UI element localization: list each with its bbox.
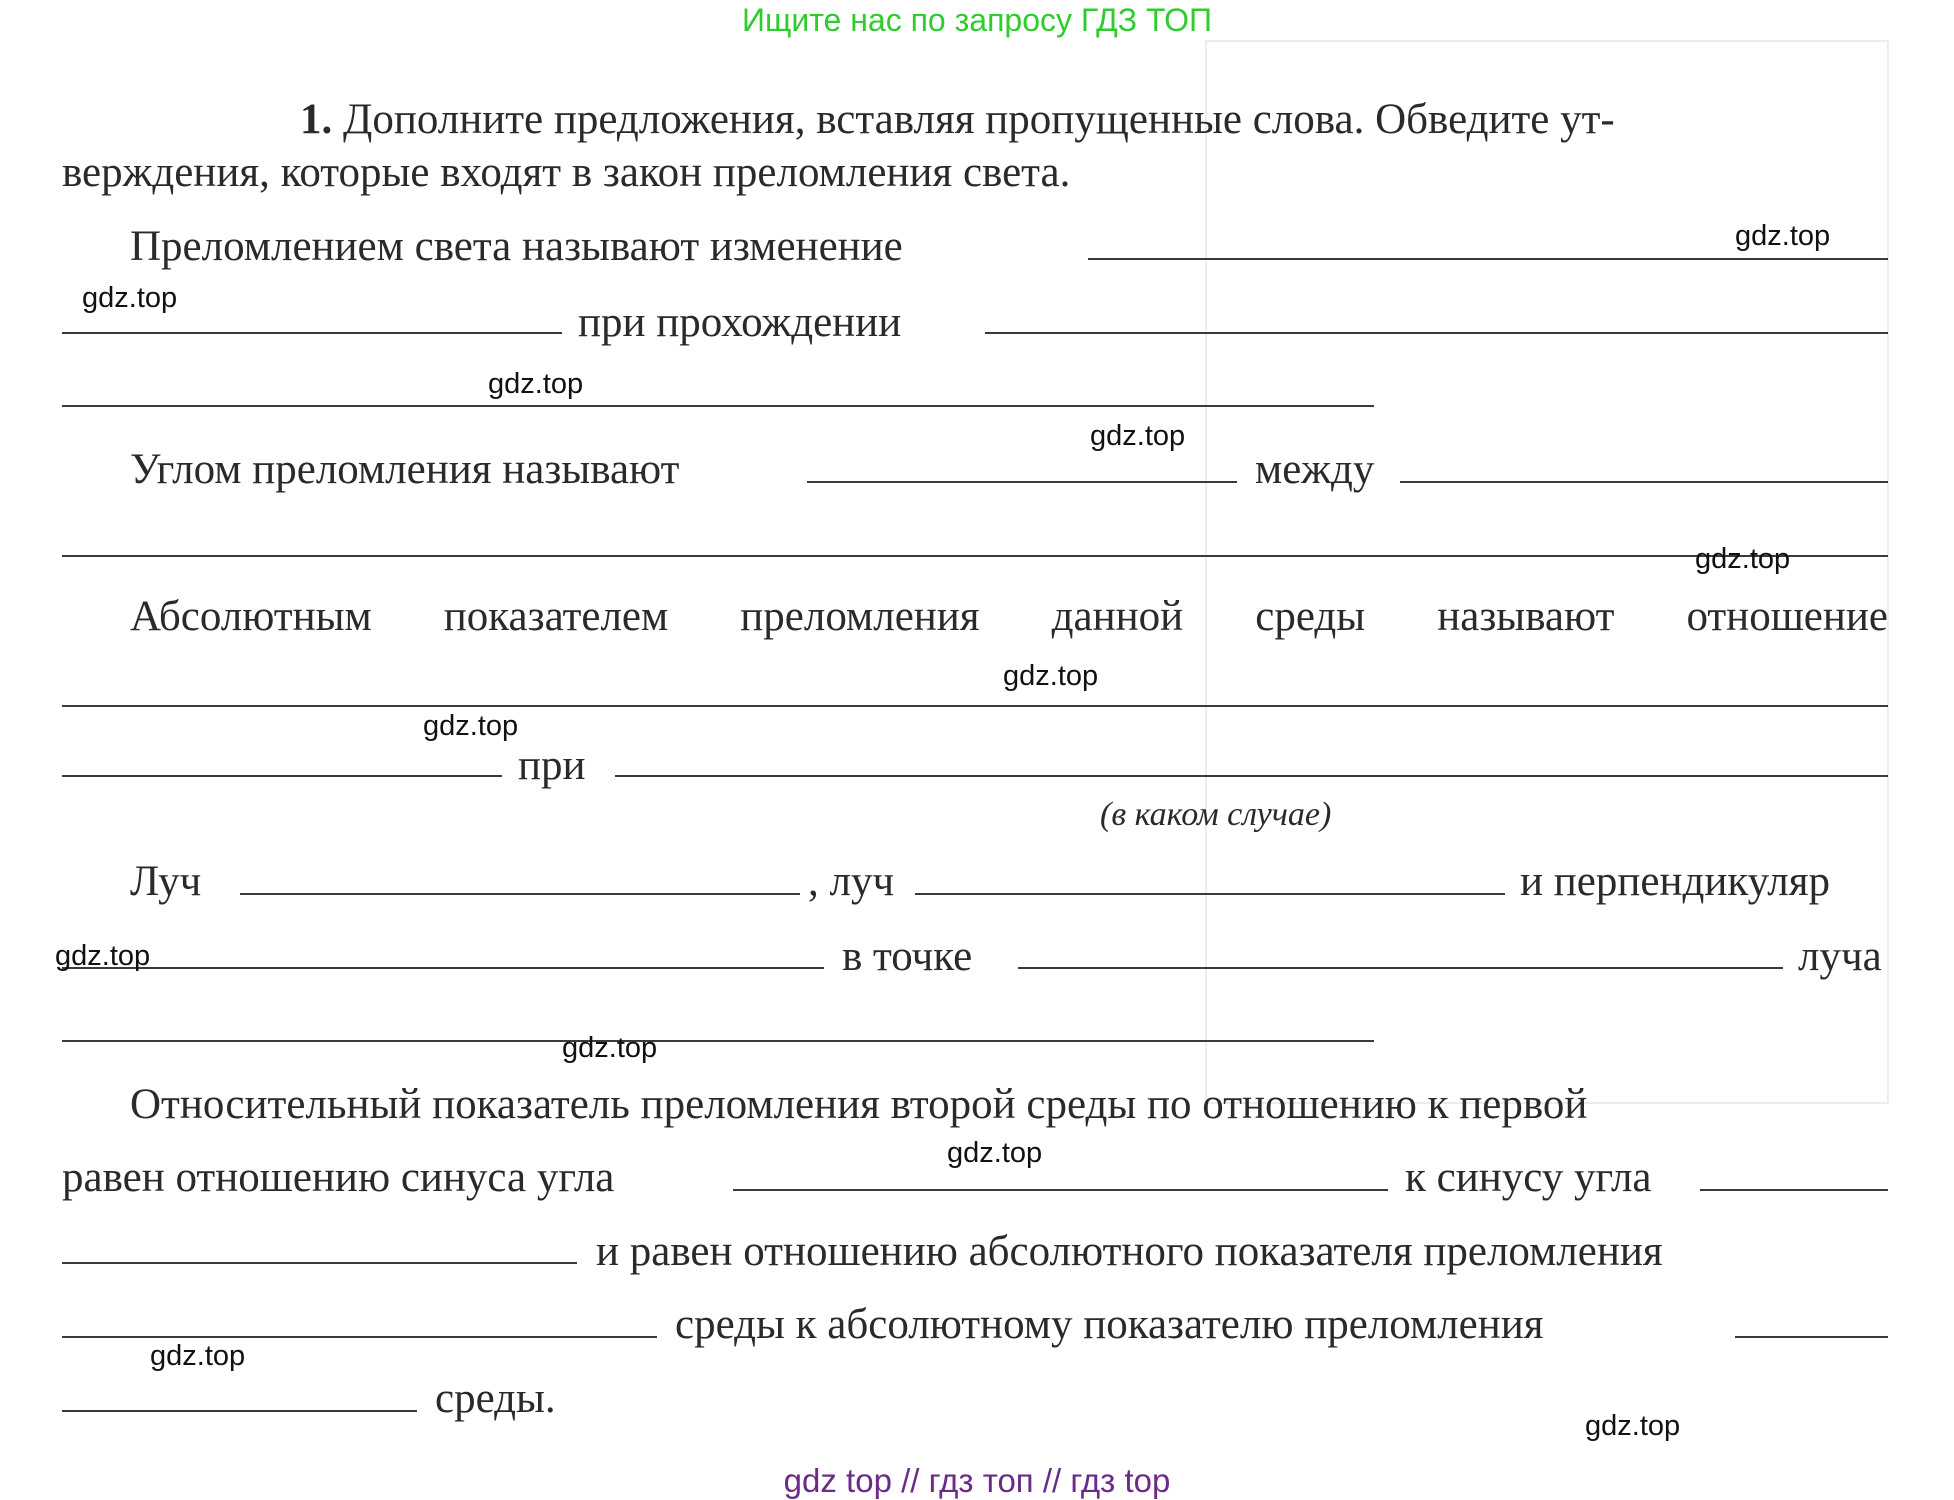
watermark[interactable]: gdz.top — [1003, 660, 1099, 692]
sentence4-part5: луча — [1798, 933, 1882, 980]
task-instruction-text: Дополните предложения, вставляя пропущенные слова. Обведите ут- — [343, 96, 1615, 143]
watermark[interactable]: gdz.top — [947, 1137, 1043, 1169]
sentence5-part6: среды. — [435, 1375, 556, 1422]
sentence2-part2: между — [1255, 446, 1375, 493]
sentence3-part2: при — [518, 742, 586, 789]
blank-line[interactable] — [733, 1189, 1388, 1191]
blank-line[interactable] — [62, 1336, 657, 1338]
blank-line[interactable] — [807, 481, 1237, 483]
blank-line[interactable] — [62, 1040, 1374, 1042]
watermark[interactable]: gdz.top — [82, 282, 178, 314]
blank-line[interactable] — [1088, 258, 1888, 260]
sentence3-part1: Абсолютным показателем преломления данной среды называют отношение — [130, 593, 1888, 640]
blank-line[interactable] — [1018, 967, 1783, 969]
blank-line[interactable] — [985, 332, 1888, 334]
watermark[interactable]: gdz.top — [150, 1340, 246, 1372]
blank-line[interactable] — [1700, 1189, 1888, 1191]
blank-line[interactable] — [62, 1262, 577, 1264]
blank-line[interactable] — [62, 967, 824, 969]
task-number: 1. — [300, 96, 333, 143]
blank-line[interactable] — [915, 893, 1505, 895]
sentence5-part4: и равен отношению абсолютного показателя преломления — [596, 1228, 1663, 1275]
sentence2-part1: Углом преломления называют — [130, 446, 680, 493]
blank-line[interactable] — [62, 775, 502, 777]
sentence3-hint: (в каком случае) — [1100, 796, 1332, 833]
sentence4-part2: , луч — [808, 858, 895, 905]
blank-line[interactable] — [62, 332, 562, 334]
sentence1-part2: при прохождении — [578, 299, 902, 346]
sentence4-part4: в точке — [842, 933, 973, 980]
watermark[interactable]: gdz.top — [562, 1032, 658, 1064]
watermark[interactable]: gdz.top — [423, 710, 519, 742]
header-search-hint[interactable]: Ищите нас по запросу ГДЗ ТОП — [742, 2, 1212, 38]
sentence4-part1: Луч — [130, 858, 202, 905]
watermark[interactable]: gdz.top — [1735, 220, 1831, 252]
blank-line[interactable] — [62, 705, 1888, 707]
sentence5-line1: Относительный показатель преломления второй среды по отношению к первой — [130, 1081, 1588, 1128]
task-instruction-line2: верждения, которые входят в закон преломления света. — [62, 149, 1071, 196]
sentence5-part2: равен отношению синуса угла — [62, 1154, 615, 1201]
sentence5-part3: к синусу угла — [1405, 1154, 1652, 1201]
blank-line[interactable] — [62, 405, 1374, 407]
watermark[interactable]: gdz.top — [1695, 543, 1791, 575]
sentence5-part5: среды к абсолютному показателю преломления — [675, 1301, 1544, 1348]
blank-line[interactable] — [615, 775, 1888, 777]
footer-links[interactable]: gdz top // гдз топ // гдз top — [783, 1462, 1171, 1499]
watermark[interactable]: gdz.top — [1090, 420, 1186, 452]
task-instruction-line1 — [300, 95, 1615, 145]
watermark[interactable]: gdz.top — [55, 940, 151, 972]
blank-line[interactable] — [1400, 481, 1888, 483]
blank-line[interactable] — [1735, 1336, 1888, 1338]
blank-line[interactable] — [240, 893, 800, 895]
blank-line[interactable] — [62, 555, 1888, 557]
watermark[interactable]: gdz.top — [1585, 1410, 1681, 1442]
watermark[interactable]: gdz.top — [488, 368, 584, 400]
blank-line[interactable] — [62, 1410, 417, 1412]
sentence1-part1: Преломлением света называют изменение — [130, 223, 903, 270]
sentence4-part3: и перпендикуляр — [1520, 858, 1830, 905]
